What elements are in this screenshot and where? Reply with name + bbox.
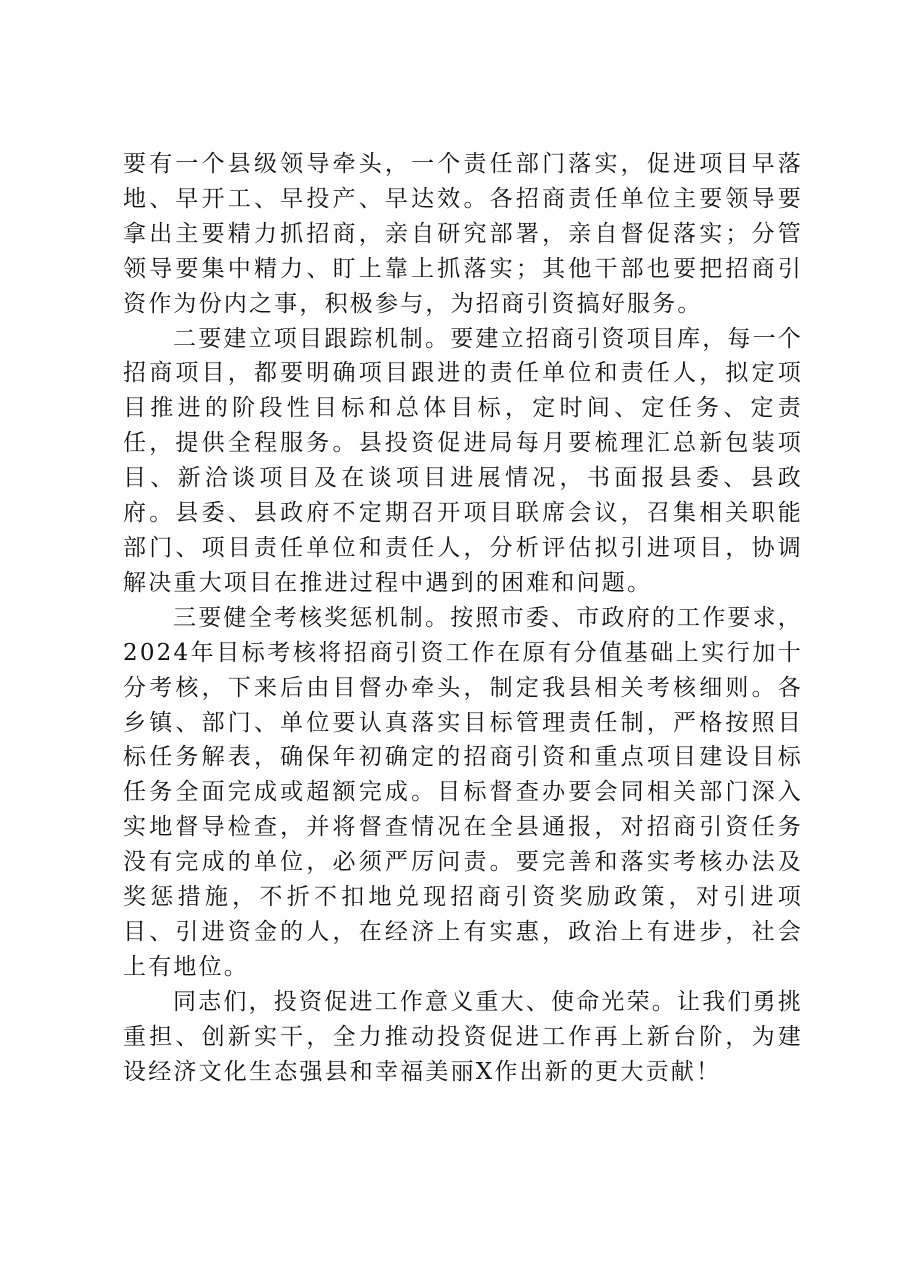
paragraph-closing-remarks: 同志们，投资促进工作意义重大、使命光荣。让我们勇挑重担、创新实干，全力推动投资促进工作再上新台阶，为建设经济文化生态强县和幸福美丽X作出新的更大贡献！ (123, 988, 803, 1085)
document-body (123, 147, 803, 1089)
paragraph-continuation: 要有一个县级领导牵头，一个责任部门落实，促进项目早落地、早开工、早投产、早达效。各招商责任单位主要领导要拿出主要精力抓招商，亲自研究部署，亲自督促落实；分管领导要集中精力、盯上靠上抓落实；其他干部也要把招商引资作为份内之事，积极参与，为招商引资搞好服务。 (123, 151, 803, 317)
paragraph-assessment-mechanism: 三要健全考核奖惩机制。按照市委、市政府的工作要求，2024年目标考核将招商引资工作在原有分值基础上实行加十分考核，下来后由目督办牵头，制定我县相关考核细则。各乡镇、部门、单位要认真落实目标管理责任制，严格按照目标任务解表，确保年初确定的招商引资和重点项目建设目标任务全面完成或超额完成。目标督查办要会同相关部门深入实地督导检查，并将督查情况在全县通报，对招商引资任务没有完成的单位，必须严厉问责。要完善和落实考核办法及奖惩措施，不折不扣地兑现招商引资奖励政策，对引进项目、引进资金的人，在经济上有实惠，政治上有进步，社会上有地位。 (123, 604, 803, 980)
paragraph-project-tracking: 二要建立项目跟踪机制。要建立招商引资项目库，每一个招商项目，都要明确项目跟进的责任单位和责任人，拟定项目推进的阶段性目标和总体目标，定时间、定任务、定责任，提供全程服务。县投资促进局每月要梳理汇总新包装项目、新洽谈项目及在谈项目进展情况，书面报县委、县政府。县委、县政府不定期召开项目联席会议，召集相关职能部门、项目责任单位和责任人，分析评估拟引进项目，协调解决重大项目在推进过程中遇到的困难和问题。 (123, 325, 803, 596)
